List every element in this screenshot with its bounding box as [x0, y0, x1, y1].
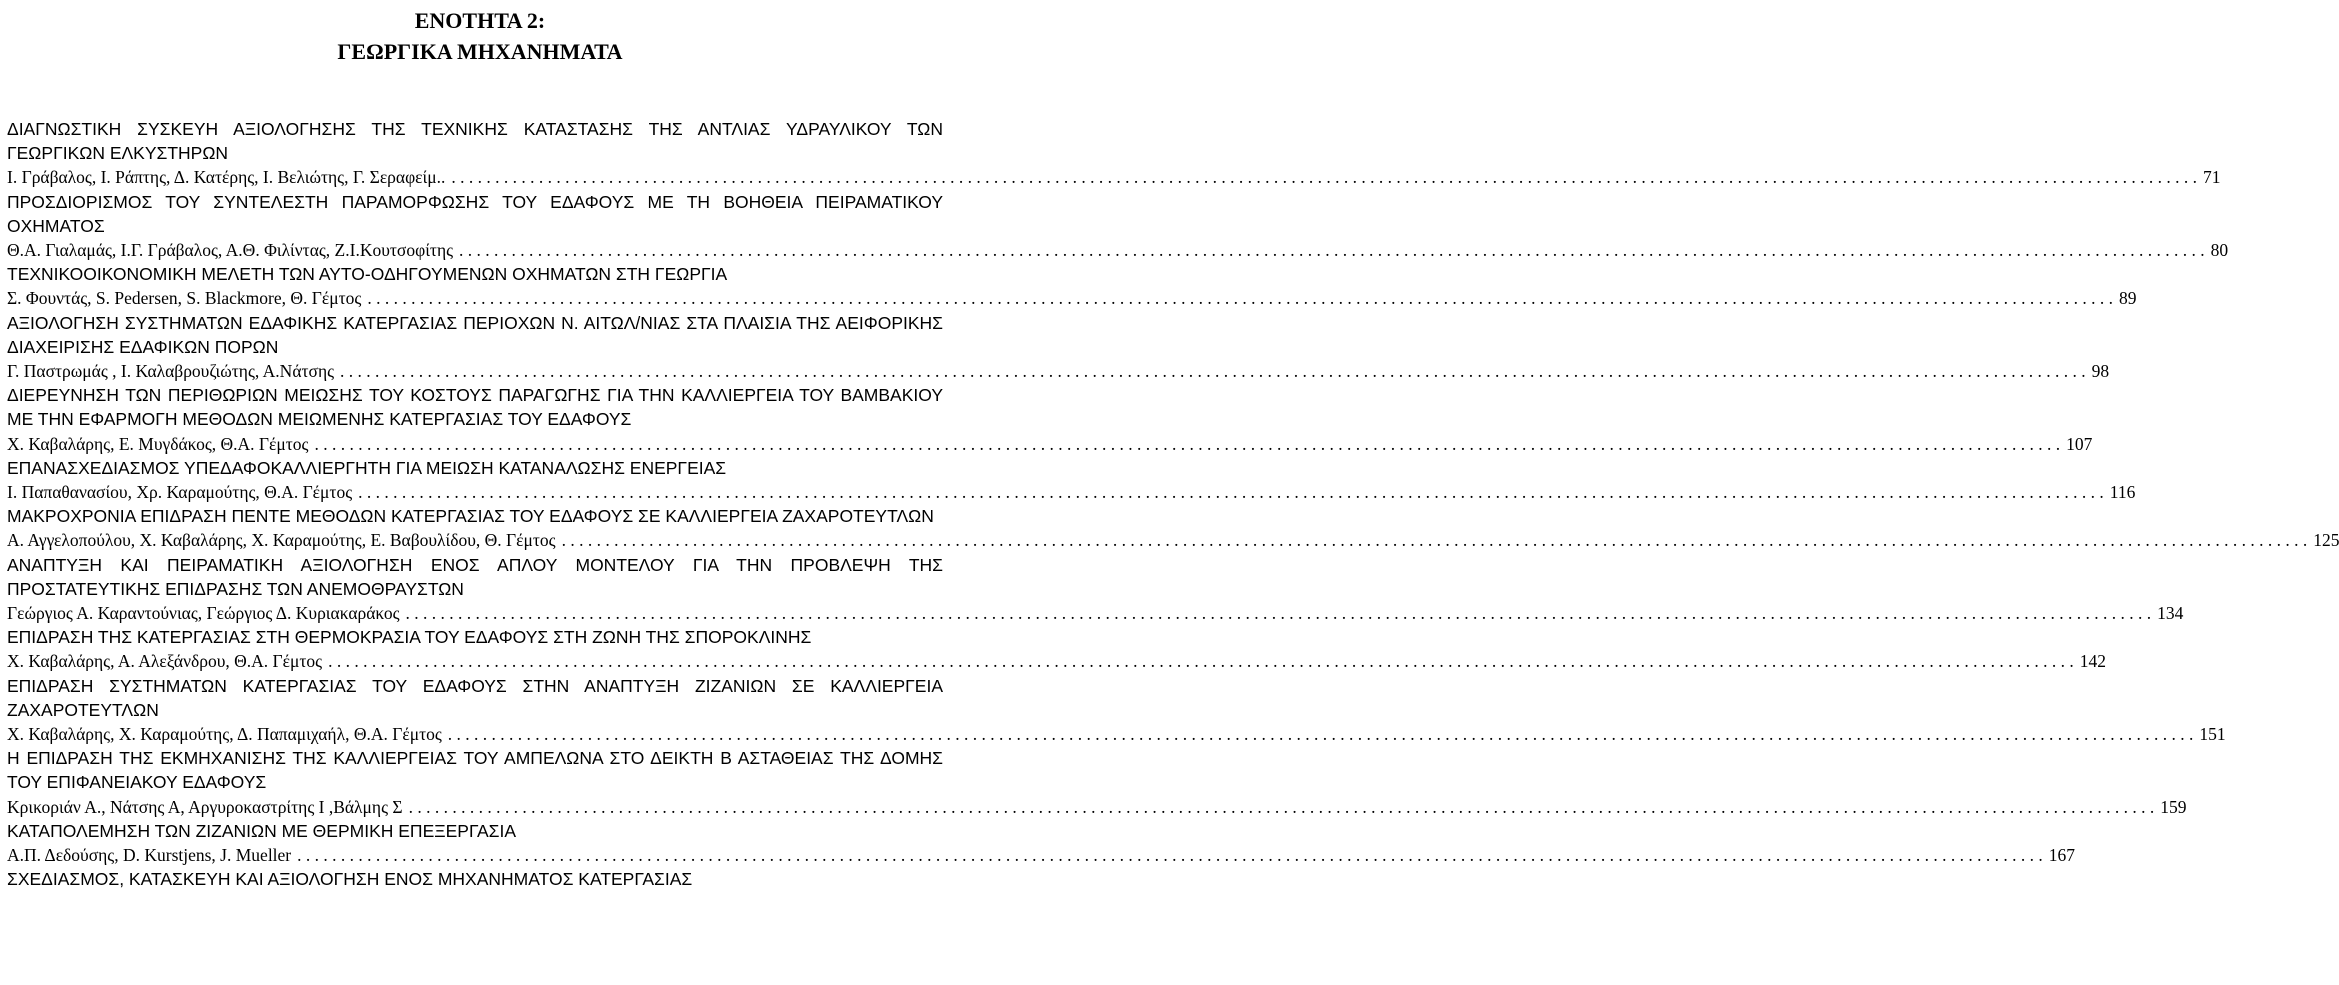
- entry-author-row: [7, 722, 2226, 746]
- entry-authors: Γ. Παστρωμάς , Ι. Καλαβρουζιώτης, Α.Νάτσης: [7, 361, 335, 382]
- dot-leader: . . . . . . . . . . . . . . . . . . . . . . . . . . . . . . . . . . . . . . . . . . . . . . . . . . . . . . . . . . . . . . . . . . . . . . . . . . . . . . . . . . . . . . . . . . . . . . . . . . . . . . . . . . . . . . . . . . . . . . . . . . . . . . . . . . . . . . . . . . . . . . . . . . . . . . . . . . . . . . . . . . . . . . . . . . . . . . . . . . . . . . . . . . . . . . . . . . . . . . . .: [297, 845, 2043, 866]
- dot-leader: . . . . . . . . . . . . . . . . . . . . . . . . . . . . . . . . . . . . . . . . . . . . . . . . . . . . . . . . . . . . . . . . . . . . . . . . . . . . . . . . . . . . . . . . . . . . . . . . . . . . . . . . . . . . . . . . . . . . . . . . . . . . . . . . . . . . . . . . . . . . . . . . . . . . . . . . . . . . . . . . . . . . . . . . . . . . . . . . . . . . . . . . . . . . . . . . . . . . . . . .: [340, 361, 2086, 382]
- dot-leader: . . . . . . . . . . . . . . . . . . . . . . . . . . . . . . . . . . . . . . . . . . . . . . . . . . . . . . . . . . . . . . . . . . . . . . . . . . . . . . . . . . . . . . . . . . . . . . . . . . . . . . . . . . . . . . . . . . . . . . . . . . . . . . . . . . . . . . . . . . . . . . . . . . . . . . . . . . . . . . . . . . . . . . . . . . . . . . . . . . . . . . . . . . . . . . . . . . . . . . . .: [358, 482, 2104, 503]
- entry-title: Η ΕΠΙΔΡΑΣΗ ΤΗΣ ΕΚΜΗΧΑΝΙΣΗΣ ΤΗΣ ΚΑΛΛΙΕΡΓΕΙΑΣ ΤΟΥ ΑΜΠΕΛΩΝΑ ΣΤΟ ΔΕΙΚΤΗ Β ΑΣΤΑΘΕΙΑΣ ΤΗΣ ΔΟΜΗΣ ΤΟΥ ΕΠΙΦΑΝΕΙΑΚΟΥ ΕΔΑΦΟΥΣ: [7, 748, 943, 793]
- entry-authors: Ι. Γράβαλος, Ι. Ράπτης, Δ. Κατέρης, Ι. Βελιώτης, Γ. Σεραφείμ..: [7, 167, 446, 188]
- entry-author-row: [7, 649, 2106, 673]
- entry-authors: Κρικοριάν Α., Νάτσης Α, Αργυροκαστρίτης Ι ,Βάλμης Σ: [7, 796, 403, 817]
- toc-entry: [7, 190, 2229, 263]
- section-header: [0, 5, 960, 67]
- entry-page-number: 80: [2210, 240, 2229, 261]
- entry-page-number: 134: [2157, 603, 2184, 624]
- entry-authors: Χ. Καβαλάρης, Α. Αλεξάνδρου, Θ.Α. Γέμτος: [7, 651, 323, 672]
- entry-authors: Θ.Α. Γιαλαμάς, Ι.Γ. Γράβαλος, Α.Θ. Φιλίντας, Ζ.Ι.Κουτσοφίτης: [7, 240, 454, 261]
- toc-entry: [7, 674, 2226, 747]
- entry-title: ΑΞΙΟΛΟΓΗΣΗ ΣΥΣΤΗΜΑΤΩΝ ΕΔΑΦΙΚΗΣ ΚΑΤΕΡΓΑΣΙΑΣ ΠΕΡΙΟΧΩΝ Ν. ΑΙΤΩΛ/ΝΙΑΣ ΣΤΑ ΠΛΑΙΣΙΑ ΤΗΣ ΑΕΙΦΟΡΙΚΗΣ ΔΙΑΧΕΙΡΙΣΗΣ ΕΔΑΦΙΚΩΝ ΠΟΡΩΝ: [7, 312, 943, 357]
- entry-authors: Α.Π. Δεδούσης, D. Kurstjens, J. Mueller: [7, 845, 292, 866]
- dot-leader: . . . . . . . . . . . . . . . . . . . . . . . . . . . . . . . . . . . . . . . . . . . . . . . . . . . . . . . . . . . . . . . . . . . . . . . . . . . . . . . . . . . . . . . . . . . . . . . . . . . . . . . . . . . . . . . . . . . . . . . . . . . . . . . . . . . . . . . . . . . . . . . . . . . . . . . . . . . . . . . . . . . . . . . . . . . . . . . . . . . . . . . . . . . . . . . . . . . . . . . .: [447, 724, 2194, 745]
- entry-page-number: 142: [2079, 651, 2106, 672]
- toc-entry: [7, 625, 2106, 673]
- entry-authors: Σ. Φουντάς, S. Pedersen, S. Blackmore, Θ. Γέμτος: [7, 288, 362, 309]
- entry-page-number: 89: [2118, 288, 2137, 309]
- entry-author-row: [7, 432, 2093, 456]
- entry-title: ΕΠΑΝΑΣΧΕΔΙΑΣΜΟΣ ΥΠΕΔΑΦΟΚΑΛΛΙΕΡΓΗΤΗ ΓΙΑ ΜΕΙΩΣΗ ΚΑΤΑΝΑΛΩΣΗΣ ΕΝΕΡΓΕΙΑΣ: [7, 457, 727, 478]
- toc-entry: [7, 867, 947, 891]
- dot-leader: . . . . . . . . . . . . . . . . . . . . . . . . . . . . . . . . . . . . . . . . . . . . . . . . . . . . . . . . . . . . . . . . . . . . . . . . . . . . . . . . . . . . . . . . . . . . . . . . . . . . . . . . . . . . . . . . . . . . . . . . . . . . . . . . . . . . . . . . . . . . . . . . . . . . . . . . . . . . . . . . . . . . . . . . . . . . . . . . . . . . . . . . . . . . . . . . . . . . . . . .: [367, 288, 2113, 309]
- toc-entry: [7, 456, 2136, 504]
- dot-leader: . . . . . . . . . . . . . . . . . . . . . . . . . . . . . . . . . . . . . . . . . . . . . . . . . . . . . . . . . . . . . . . . . . . . . . . . . . . . . . . . . . . . . . . . . . . . . . . . . . . . . . . . . . . . . . . . . . . . . . . . . . . . . . . . . . . . . . . . . . . . . . . . . . . . . . . . . . . . . . . . . . . . . . . . . . . . . . . . . . . . . . . . . . . . . . . . . . . . . . . .: [405, 603, 2152, 624]
- entry-title: ΔΙΕΡΕΥΝΗΣΗ ΤΩΝ ΠΕΡΙΘΩΡΙΩΝ ΜΕΙΩΣΗΣ ΤΟΥ ΚΟΣΤΟΥΣ ΠΑΡΑΓΩΓΗΣ ΓΙΑ ΤΗΝ ΚΑΛΛΙΕΡΓΕΙΑ ΤΟΥ ΒΑΜΒΑΚΙΟΥ ΜΕ ΤΗΝ ΕΦΑΡΜΟΓΗ ΜΕΘΟΔΩΝ ΜΕΙΩΜΕΝΗΣ ΚΑΤΕΡΓΑΣΙΑΣ ΤΟΥ ΕΔΑΦΟΥΣ: [7, 385, 943, 430]
- entry-authors: Χ. Καβαλάρης, Ε. Μυγδάκος, Θ.Α. Γέμτος: [7, 433, 309, 454]
- entry-title: ΕΠΙΔΡΑΣΗ ΣΥΣΤΗΜΑΤΩΝ ΚΑΤΕΡΓΑΣΙΑΣ ΤΟΥ ΕΔΑΦΟΥΣ ΣΤΗΝ ΑΝΑΠΤΥΞΗ ΖΙΖΑΝΙΩΝ ΣΕ ΚΑΛΛΙΕΡΓΕΙΑ ΖΑΧΑΡΟΤΕΥΤΛΩΝ: [7, 675, 943, 720]
- table-of-contents: [7, 117, 2339, 892]
- entry-title: ΣΧΕΔΙΑΣΜΟΣ, ΚΑΤΑΣΚΕΥΗ ΚΑΙ ΑΞΙΟΛΟΓΗΣΗ ΕΝΟΣ ΜΗΧΑΝΗΜΑΤΟΣ ΚΑΤΕΡΓΑΣΙΑΣ: [7, 869, 693, 890]
- entry-page-number: 151: [2199, 724, 2226, 745]
- entry-page-number: 116: [2109, 482, 2136, 503]
- dot-leader: . . . . . . . . . . . . . . . . . . . . . . . . . . . . . . . . . . . . . . . . . . . . . . . . . . . . . . . . . . . . . . . . . . . . . . . . . . . . . . . . . . . . . . . . . . . . . . . . . . . . . . . . . . . . . . . . . . . . . . . . . . . . . . . . . . . . . . . . . . . . . . . . . . . . . . . . . . . . . . . . . . . . . . . . . . . . . . . . . . . . . . . . . . . . . . . . . . . . . . . .: [408, 796, 2155, 817]
- entry-page-number: 71: [2202, 167, 2221, 188]
- entry-author-row: [7, 601, 2184, 625]
- section-title: ΓΕΩΡΓΙΚΑ ΜΗΧΑΝΗΜΑΤΑ: [337, 39, 623, 64]
- entry-title: ΕΠΙΔΡΑΣΗ ΤΗΣ ΚΑΤΕΡΓΑΣΙΑΣ ΣΤΗ ΘΕΡΜΟΚΡΑΣΙΑ ΤΟΥ ΕΔΑΦΟΥΣ ΣΤΗ ΖΩΝΗ ΤΗΣ ΣΠΟΡΟΚΛΙΝΗΣ: [7, 627, 812, 648]
- entry-author-row: [7, 165, 2221, 189]
- entry-author-row: [7, 528, 2339, 552]
- toc-entry: [7, 262, 2137, 310]
- section-number: ΕΝΟΤΗΤΑ 2:: [414, 8, 546, 33]
- entry-author-row: [7, 359, 2110, 383]
- toc-entry: [7, 746, 2187, 819]
- dot-leader: . . . . . . . . . . . . . . . . . . . . . . . . . . . . . . . . . . . . . . . . . . . . . . . . . . . . . . . . . . . . . . . . . . . . . . . . . . . . . . . . . . . . . . . . . . . . . . . . . . . . . . . . . . . . . . . . . . . . . . . . . . . . . . . . . . . . . . . . . . . . . . . . . . . . . . . . . . . . . . . . . . . . . . . . . . . . . . . . . . . . . . . . . . . . . . . . . . . . . . . .: [314, 433, 2061, 454]
- entry-title: ΔΙΑΓΝΩΣΤΙΚΗ ΣΥΣΚΕΥΗ ΑΞΙΟΛΟΓΗΣΗΣ ΤΗΣ ΤΕΧΝΙΚΗΣ ΚΑΤΑΣΤΑΣΗΣ ΤΗΣ ΑΝΤΛΙΑΣ ΥΔΡΑΥΛΙΚΟΥ ΤΩΝ ΓΕΩΡΓΙΚΩΝ ΕΛΚΥΣΤΗΡΩΝ: [7, 119, 943, 164]
- entry-title: ΚΑΤΑΠΟΛΕΜΗΣΗ ΤΩΝ ΖΙΖΑΝΙΩΝ ΜΕ ΘΕΡΜΙΚΗ ΕΠΕΞΕΡΓΑΣΙΑ: [7, 820, 517, 841]
- entry-author-row: [7, 795, 2187, 819]
- toc-entry: [7, 819, 2076, 867]
- entry-title: ΑΝΑΠΤΥΞΗ ΚΑΙ ΠΕΙΡΑΜΑΤΙΚΗ ΑΞΙΟΛΟΓΗΣΗ ΕΝΟΣ ΑΠΛΟΥ ΜΟΝΤΕΛΟΥ ΓΙΑ ΤΗΝ ΠΡΟΒΛΕΨΗ ΤΗΣ ΠΡΟΣΤΑΤΕΥΤΙΚΗΣ ΕΠΙΔΡΑΣΗΣ ΤΩΝ ΑΝΕΜΟΘΡΑΥΣΤΩΝ: [7, 554, 943, 599]
- toc-entry: [7, 383, 2093, 456]
- dot-leader: . . . . . . . . . . . . . . . . . . . . . . . . . . . . . . . . . . . . . . . . . . . . . . . . . . . . . . . . . . . . . . . . . . . . . . . . . . . . . . . . . . . . . . . . . . . . . . . . . . . . . . . . . . . . . . . . . . . . . . . . . . . . . . . . . . . . . . . . . . . . . . . . . . . . . . . . . . . . . . . . . . . . . . . . . . . . . . . . . . . . . . . . . . . . . . . . . . . . . . . .: [328, 651, 2074, 672]
- toc-entry: [7, 504, 2339, 552]
- entry-page-number: 107: [2066, 433, 2093, 454]
- entry-page-number: 98: [2091, 361, 2110, 382]
- toc-entry: [7, 311, 2110, 384]
- entry-author-row: [7, 286, 2137, 310]
- toc-entry: [7, 553, 2184, 626]
- entry-title: ΤΕΧΝΙΚΟΟΙΚΟΝΟΜΙΚΗ ΜΕΛΕΤΗ ΤΩΝ ΑΥΤΟ-ΟΔΗΓΟΥΜΕΝΩΝ ΟΧΗΜΑΤΩΝ ΣΤΗ ΓΕΩΡΓΙΑ: [7, 264, 728, 285]
- dot-leader: . . . . . . . . . . . . . . . . . . . . . . . . . . . . . . . . . . . . . . . . . . . . . . . . . . . . . . . . . . . . . . . . . . . . . . . . . . . . . . . . . . . . . . . . . . . . . . . . . . . . . . . . . . . . . . . . . . . . . . . . . . . . . . . . . . . . . . . . . . . . . . . . . . . . . . . . . . . . . . . . . . . . . . . . . . . . . . . . . . . . . . . . . . . . . . . . . . . . . . . .: [561, 530, 2308, 551]
- entry-page-number: 159: [2160, 796, 2187, 817]
- entry-title: ΠΡΟΣΔΙΟΡΙΣΜΟΣ ΤΟΥ ΣΥΝΤΕΛΕΣΤΗ ΠΑΡΑΜΟΡΦΩΣΗΣ ΤΟΥ ΕΔΑΦΟΥΣ ΜΕ ΤΗ ΒΟΗΘΕΙΑ ΠΕΙΡΑΜΑΤΙΚΟΥ ΟΧΗΜΑΤΟΣ: [7, 191, 943, 236]
- dot-leader: . . . . . . . . . . . . . . . . . . . . . . . . . . . . . . . . . . . . . . . . . . . . . . . . . . . . . . . . . . . . . . . . . . . . . . . . . . . . . . . . . . . . . . . . . . . . . . . . . . . . . . . . . . . . . . . . . . . . . . . . . . . . . . . . . . . . . . . . . . . . . . . . . . . . . . . . . . . . . . . . . . . . . . . . . . . . . . . . . . . . . . . . . . . . . . . . . . . . . . . .: [451, 167, 2197, 188]
- entry-authors: Α. Αγγελοπούλου, Χ. Καβαλάρης, Χ. Καραμούτης, Ε. Βαβουλίδου, Θ. Γέμτος: [7, 530, 556, 551]
- dot-leader: . . . . . . . . . . . . . . . . . . . . . . . . . . . . . . . . . . . . . . . . . . . . . . . . . . . . . . . . . . . . . . . . . . . . . . . . . . . . . . . . . . . . . . . . . . . . . . . . . . . . . . . . . . . . . . . . . . . . . . . . . . . . . . . . . . . . . . . . . . . . . . . . . . . . . . . . . . . . . . . . . . . . . . . . . . . . . . . . . . . . . . . . . . . . . . . . . . . . . . . .: [459, 240, 2205, 261]
- entry-authors: Ι. Παπαθανασίου, Χρ. Καραμούτης, Θ.Α. Γέμτος: [7, 482, 353, 503]
- entry-page-number: 125: [2313, 530, 2339, 551]
- entry-title: ΜΑΚΡΟΧΡΟΝΙΑ ΕΠΙΔΡΑΣΗ ΠΕΝΤΕ ΜΕΘΟΔΩΝ ΚΑΤΕΡΓΑΣΙΑΣ ΤΟΥ ΕΔΑΦΟΥΣ ΣΕ ΚΑΛΛΙΕΡΓΕΙΑ ΖΑΧΑΡΟΤΕΥΤΛΩΝ: [7, 506, 934, 527]
- toc-entry: [7, 117, 2221, 190]
- entry-authors: Γεώργιος Α. Καραντούνιας, Γεώργιος Δ. Κυριακαράκος: [7, 603, 400, 624]
- entry-authors: Χ. Καβαλάρης, Χ. Καραμούτης, Δ. Παπαμιχαήλ, Θ.Α. Γέμτος: [7, 724, 442, 745]
- entry-page-number: 167: [2048, 845, 2076, 866]
- entry-author-row: [7, 238, 2229, 262]
- entry-author-row: [7, 843, 2076, 867]
- entry-author-row: [7, 480, 2136, 504]
